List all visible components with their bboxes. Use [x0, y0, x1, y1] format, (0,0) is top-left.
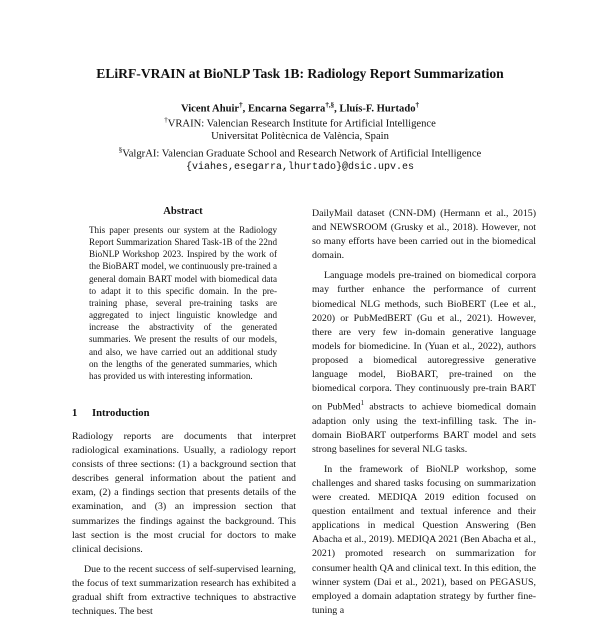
section-number: 1	[72, 408, 78, 419]
author-name: Encarna Segarra	[247, 103, 326, 115]
affiliation-mark: §	[118, 146, 123, 154]
left-column	[72, 430, 296, 619]
abstract-text: This paper presents our system at the Radiology Report Summarization Shared Task-1B of the 22nd BioNLP Workshop 2023. Inspired by the work of the BioBART model, we continuously pre-trained a general domain BART model with biomedical data to adapt it to this specific domain. In the pre-training phase, several pre-training tasks are aggregated to inject linguistic knowledge and increase the abstractivity of the generated summaries. We present the results of our models, and also, we have carried out an additional study on the lengths of the generated summaries, which has provided us with interesting information.	[89, 225, 277, 381]
paragraph-text: abstracts to achieve biomedical domain adaption only using the text-infilling task. The in-domain BioBART outperforms BART model and sets strong baselines for several NLG tasks.	[312, 401, 537, 455]
author-mark: †	[415, 101, 420, 109]
body-paragraph: DailyMail dataset (CNN-DM) (Hermann et al., 2015) and NEWSROOM (Grusky et al., 2018). However, not so many efforts have been carried out in the biomedical domain.	[312, 208, 536, 262]
body-paragraph: Radiology reports are documents that interpret radiological examinations. Usually, a radiology report consists of three sections: (1) a background section that describes general information about the patient and exam, (2) a findings section that presents details of the examination, and (3) an impression section that summarizes the findings against the background. This last section is the most crucial for doctors to make clinical decisions.	[72, 431, 296, 555]
affiliation-line	[0, 116, 600, 130]
author-email: {viahes,esegarra,lhurtado}@dsic.upv.es	[185, 162, 415, 173]
email-line	[0, 161, 600, 173]
affiliation-mark: †	[164, 116, 168, 124]
affiliation-line	[0, 146, 600, 160]
author-name: Vicent Ahuir	[180, 103, 240, 115]
paragraph-text: Language models pre-trained on biomedical corpora may further enhance the performance of current biomedical NLG methods, such BioBERT (Lee et al., 2020) or PubMedBERT (Gu et al., 2021). However, there are very few in-domain generative language models for biomedicine. In (Yuan et al., 2022), authors proposed a biomedical autoregressive generative language model, BioBART, pre-trained on the biomedical corpora. They continuously pre-train BART on PubMed	[312, 270, 536, 413]
affiliation-text: VRAIN: Valencian Research Institute for Artificial Intelligence	[167, 118, 436, 130]
body-paragraph: In the framework of BioNLP workshop, some challenges and shared tasks focusing on summarization were created. MEDIQA 2019 edition focused on question entailment and textual inference and their applications in medical Question Answering (Ben Abacha et al., 2019). MEDIQA 2021 (Ben Abacha et al., 2021) promoted research on summarization for consumer health QA and clinical text. In this edition, the winner system (Dai et al., 2021), based on PEGASUS, employed a domain adaptation strategy by further fine-tuning a	[312, 463, 536, 616]
footnote-marker: 1	[360, 399, 365, 408]
section-title: Introduction	[92, 408, 150, 419]
body-paragraph: Due to the recent success of self-supervised learning, the focus of text summarization research has exhibited a gradual shift from extractive techniques to abstractive techniques. The best	[72, 563, 296, 618]
section-heading	[72, 408, 150, 419]
affiliation-line	[0, 131, 600, 142]
author-list: Vicent Ahuir†, Encarna Segarra†,§, Lluís-F. Hurtado†	[180, 101, 420, 115]
paper-title: ELiRF-VRAIN at BioNLP Task 1B: Radiology Report Summarization	[96, 66, 504, 81]
author-mark: †,§	[325, 101, 335, 109]
affiliation-text: Universitat Politècnica de València, Spain	[211, 131, 389, 142]
author-name: Lluís-F. Hurtado	[339, 103, 416, 115]
body-paragraph	[312, 269, 536, 457]
right-column	[312, 207, 536, 618]
affiliation-text: ValgrAI: Valencian Graduate School and Research Network of Artificial Intelligence	[122, 148, 482, 160]
author-mark: †	[239, 101, 243, 109]
abstract-heading: Abstract	[163, 206, 203, 217]
